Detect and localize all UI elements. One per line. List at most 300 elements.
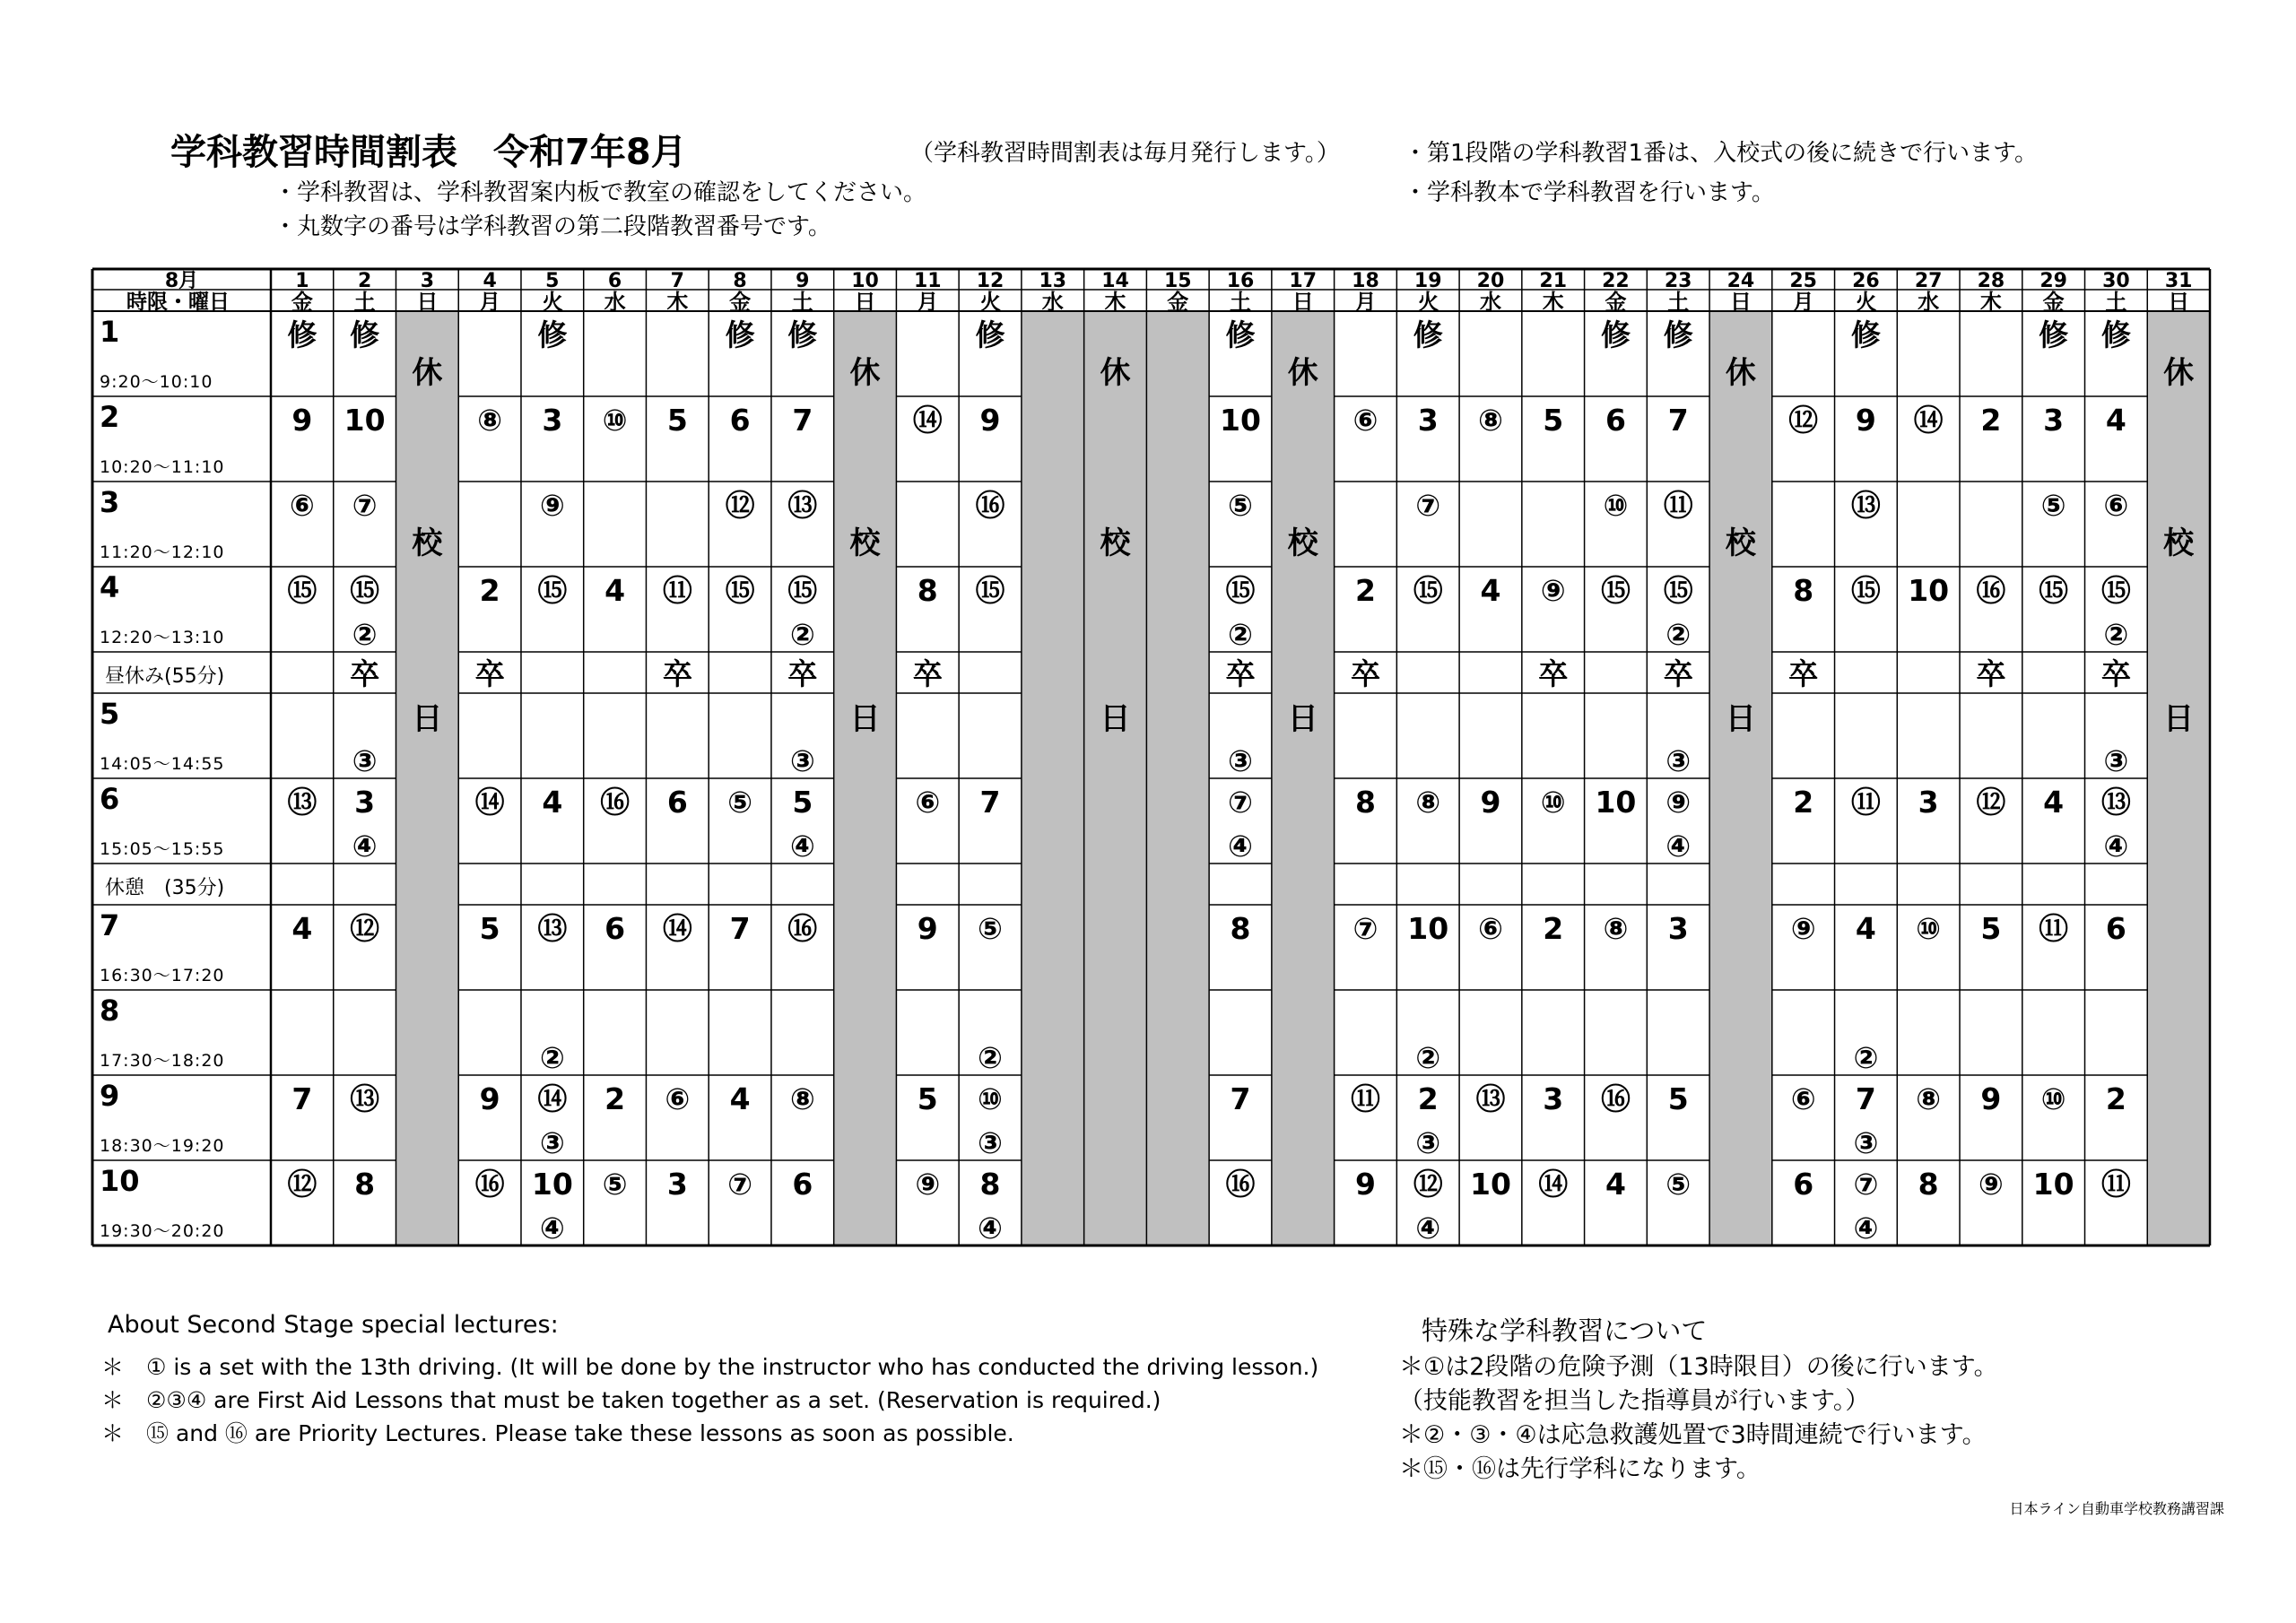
day-number: 14 (1101, 270, 1129, 292)
lesson-cell: 4 (604, 573, 626, 608)
break-label: 昼休み(55分) (105, 665, 225, 688)
weekday: 土 (1667, 290, 1690, 315)
day-number: 26 (1852, 270, 1880, 292)
lesson-cell: 3 (1543, 1081, 1564, 1116)
day-number: 2 (357, 270, 372, 292)
lesson-cell: 7 (1855, 1081, 1876, 1116)
graduation-cell: 卒 (350, 656, 380, 691)
lesson-cell: ⑩ (1603, 488, 1629, 523)
lesson-cell: 5 (1543, 403, 1564, 438)
lesson-cell: 9 (291, 403, 313, 438)
period-time: 18:30～19:20 (100, 1136, 225, 1156)
weekday: 月 (917, 290, 939, 315)
lesson-cell: 修 (1225, 317, 1256, 352)
lesson-cell: 3 (542, 403, 563, 438)
weekday: 土 (791, 290, 813, 315)
weekday: 月 (479, 290, 501, 315)
lesson-cell: ⑩ (978, 1081, 1004, 1116)
period-number: 5 (100, 697, 120, 731)
lesson-cell: 2 (604, 1081, 626, 1116)
lesson-cell: ⑫ (725, 488, 755, 523)
lesson-cell: 10 (344, 403, 386, 438)
lesson-cell: 10 (2032, 1167, 2074, 1202)
lesson-cell: ⑥ (665, 1081, 691, 1116)
lesson-cell: ⑫ (287, 1167, 317, 1202)
closed-label: 日 (1100, 701, 1131, 737)
lesson-cell: 10 (1407, 911, 1449, 946)
lesson-cell: 5 (666, 403, 688, 438)
period-number: 7 (100, 908, 120, 942)
lesson-cell: 8 (917, 573, 938, 608)
footer-jp-line-2: （技能教習を担当した指導員が行います。） (1399, 1387, 1870, 1415)
lesson-cell: ⑥ (1352, 403, 1378, 438)
page-title: 学科教習時間割表 令和7年8月 (170, 132, 687, 173)
lesson-cell: ⑯ (1976, 573, 2006, 608)
lesson-cell: 9 (479, 1081, 500, 1116)
weekday: 月 (1792, 290, 1814, 315)
period-time: 19:30～20:20 (100, 1221, 225, 1241)
lesson-cell: ⑭ (1913, 403, 1944, 438)
lesson-cell: ④ (1228, 829, 1253, 864)
closed-label: 校 (412, 525, 443, 561)
lesson-cell: 3 (1667, 911, 1689, 946)
lesson-cell: ⑯ (1600, 1081, 1631, 1116)
lesson-cell: 4 (1605, 1167, 1626, 1202)
lesson-cell: 6 (1793, 1167, 1814, 1202)
footer-jp-line-4: ＊⑮・⑯は先行学科になります。 (1399, 1455, 1761, 1483)
lesson-cell: ⑤ (727, 785, 753, 820)
lesson-cell: 修 (350, 317, 380, 352)
closed-column (396, 311, 458, 1245)
closed-label: 日 (1287, 701, 1318, 737)
closed-column (1709, 311, 1772, 1245)
lesson-cell: 2 (1543, 911, 1564, 946)
footer-jp-line-3: ＊②・③・④は応急救護処置で3時間連続で行います。 (1399, 1421, 1987, 1449)
lesson-cell: ⑮ (1225, 573, 1256, 608)
lesson-cell: ② (539, 1040, 565, 1075)
graduation-cell: 卒 (1538, 656, 1569, 691)
lesson-cell: ⑨ (915, 1167, 941, 1202)
lesson-cell: ⑦ (1853, 1167, 1879, 1202)
lesson-cell: ⑦ (352, 488, 378, 523)
closed-label: 休 (849, 355, 881, 391)
lesson-cell: 9 (1855, 403, 1876, 438)
day-number: 17 (1289, 270, 1318, 292)
lesson-cell: ⑮ (1850, 573, 1881, 608)
period-header: 時限・曜日 (126, 291, 230, 314)
lesson-cell: ⑩ (1916, 911, 1942, 946)
lesson-cell: ⑥ (915, 785, 941, 820)
lesson-cell: 4 (291, 911, 313, 946)
lesson-cell: 9 (1354, 1167, 1376, 1202)
day-number: 30 (2102, 270, 2130, 292)
lesson-cell: ⑥ (1477, 911, 1503, 946)
lesson-cell: ⑭ (662, 911, 692, 946)
lesson-cell: 4 (2043, 785, 2065, 820)
day-number: 9 (796, 270, 810, 292)
lesson-cell: ③ (1853, 1125, 1879, 1160)
lesson-cell: ③ (978, 1125, 1004, 1160)
lesson-cell: 5 (792, 785, 813, 820)
weekday: 木 (1979, 290, 2002, 315)
lesson-cell: ② (2103, 617, 2129, 652)
lesson-cell: ⑯ (1225, 1167, 1256, 1202)
lesson-cell: 8 (1354, 785, 1376, 820)
lesson-cell: ⑧ (1603, 911, 1629, 946)
lesson-cell: 9 (1980, 1081, 2002, 1116)
lesson-cell: ④ (789, 829, 815, 864)
day-number: 12 (976, 270, 1004, 292)
lesson-cell: 6 (729, 403, 751, 438)
lesson-cell: 修 (2100, 317, 2131, 352)
day-number: 20 (1476, 270, 1505, 292)
issued-note: （学科教習時間割表は毎月発行します。） (910, 140, 1340, 167)
lesson-cell: ⑮ (975, 573, 1005, 608)
closed-label: 校 (1287, 525, 1318, 561)
lesson-cell: 8 (1918, 1167, 1939, 1202)
lesson-cell: ⑧ (1916, 1081, 1942, 1116)
lesson-cell: ⑧ (477, 403, 503, 438)
lesson-cell: ⑪ (662, 573, 692, 608)
lesson-cell: ⑦ (727, 1167, 753, 1202)
period-number: 8 (100, 994, 120, 1028)
weekday: 水 (1918, 290, 1940, 315)
lesson-cell: ⑧ (789, 1081, 815, 1116)
note-circled-numbers: ・丸数字の番号は学科教習の第二段階教習番号です。 (274, 213, 831, 240)
lesson-cell: ⑬ (787, 488, 818, 523)
lesson-cell: ⑫ (1788, 403, 1819, 438)
day-number: 29 (2039, 270, 2067, 292)
lesson-cell: 4 (1480, 573, 1501, 608)
closed-label: 日 (412, 701, 443, 737)
day-number: 28 (1977, 270, 2005, 292)
lesson-cell: ③ (539, 1125, 565, 1160)
footer-en-line-1: ＊ ① is a set with the 13th driving. (It will be done by the instructor who has conducted the driving lesson.) (101, 1354, 1319, 1380)
lesson-cell: ④ (1853, 1211, 1879, 1245)
lesson-cell: 修 (1663, 317, 1693, 352)
lesson-cell: ⑫ (350, 911, 380, 946)
lesson-cell: 7 (792, 403, 813, 438)
lesson-cell: 2 (2105, 1081, 2126, 1116)
lesson-cell: ⑮ (787, 573, 818, 608)
closed-label: 校 (1725, 525, 1756, 561)
lesson-cell: 4 (729, 1081, 751, 1116)
note-classroom: ・学科教習は、学科教習案内板で教室の確認をしてください。 (274, 179, 927, 206)
lesson-cell: 修 (975, 317, 1005, 352)
day-number: 7 (670, 270, 684, 292)
closed-label: 校 (849, 525, 881, 561)
weekday: 土 (1230, 290, 1251, 315)
lesson-cell: 7 (1230, 1081, 1251, 1116)
day-number: 22 (1602, 270, 1630, 292)
lesson-cell: ⑨ (539, 488, 565, 523)
graduation-cell: 卒 (912, 656, 943, 691)
lesson-cell: 10 (1908, 573, 1950, 608)
day-number: 25 (1789, 270, 1817, 292)
lesson-cell: 4 (1855, 911, 1876, 946)
lesson-cell: ⑪ (2039, 911, 2069, 946)
lesson-cell: ⑬ (1475, 1081, 1506, 1116)
lesson-cell: ④ (352, 829, 378, 864)
lesson-cell: 10 (1469, 1167, 1511, 1202)
day-number: 13 (1039, 270, 1067, 292)
lesson-cell: ⑤ (978, 911, 1004, 946)
lesson-cell: 6 (666, 785, 688, 820)
weekday: 土 (2105, 290, 2127, 315)
lesson-cell: ⑦ (1352, 911, 1378, 946)
weekday: 水 (604, 290, 626, 315)
closed-label: 休 (1725, 355, 1756, 391)
lesson-cell: 2 (1793, 785, 1814, 820)
lesson-cell: ⑭ (912, 403, 943, 438)
closed-label: 校 (2163, 525, 2195, 561)
lesson-cell: ② (789, 617, 815, 652)
lesson-cell: ⑮ (2100, 573, 2131, 608)
weekday: 木 (666, 290, 689, 315)
footer-en-line-2: ＊ ②③④ are First Aid Lessons that must be taken together as a set. (Reservation is required.) (101, 1387, 1161, 1413)
lesson-cell: ⑩ (1540, 785, 1566, 820)
lesson-cell: ③ (2103, 743, 2129, 778)
weekday: 水 (1479, 290, 1501, 315)
period-time: 12:20～13:10 (100, 628, 225, 647)
day-number: 11 (913, 270, 942, 292)
lesson-cell: ⑮ (1663, 573, 1693, 608)
lesson-cell: ⑮ (725, 573, 755, 608)
day-number: 8 (733, 270, 747, 292)
lesson-cell: ⑮ (1600, 573, 1631, 608)
lesson-cell: ② (1853, 1040, 1879, 1075)
lesson-cell: ④ (1415, 1211, 1441, 1245)
lesson-cell: ② (352, 617, 378, 652)
graduation-cell: 卒 (1350, 656, 1380, 691)
weekday: 木 (1542, 290, 1564, 315)
weekday: 土 (353, 290, 376, 315)
lesson-cell: 6 (604, 911, 626, 946)
day-number: 16 (1226, 270, 1255, 292)
weekday: 金 (729, 290, 752, 315)
lesson-cell: 修 (537, 317, 568, 352)
day-number: 3 (420, 270, 435, 292)
weekday: 日 (1292, 290, 1314, 315)
lesson-cell: ⑮ (350, 573, 380, 608)
lesson-cell: ⑨ (1790, 911, 1816, 946)
period-number: 4 (100, 570, 120, 604)
lesson-cell: ⑬ (287, 785, 317, 820)
day-number: 23 (1664, 270, 1692, 292)
weekday: 金 (1605, 290, 1627, 315)
period-time: 16:30～17:20 (100, 966, 225, 985)
lesson-cell: 2 (1980, 403, 2002, 438)
lesson-cell: 7 (1667, 403, 1689, 438)
lesson-cell: 3 (2043, 403, 2065, 438)
lesson-cell: ② (1665, 617, 1692, 652)
graduation-cell: 卒 (1663, 656, 1693, 691)
lesson-cell: 修 (2039, 317, 2069, 352)
lesson-cell: ⑤ (1228, 488, 1253, 523)
lesson-cell: ⑭ (474, 785, 505, 820)
lesson-cell: ⑦ (1228, 785, 1253, 820)
footer-jp-title: 特殊な学科教習について (1422, 1315, 1708, 1346)
obon-closed-block (1022, 311, 1209, 1245)
lesson-cell: ⑯ (787, 911, 818, 946)
lesson-cell: ⑪ (1350, 1081, 1380, 1116)
lesson-cell: 9 (979, 403, 1001, 438)
day-number: 31 (2164, 270, 2193, 292)
lesson-cell: ⑩ (602, 403, 628, 438)
closed-label: 日 (849, 701, 881, 737)
lesson-cell: ⑬ (1850, 488, 1881, 523)
lesson-cell: 9 (1480, 785, 1501, 820)
lesson-cell: ④ (978, 1211, 1004, 1245)
lesson-cell: ⑫ (1976, 785, 2006, 820)
lesson-cell: ⑮ (287, 573, 317, 608)
lesson-cell: ⑥ (1790, 1081, 1816, 1116)
footer-jp-line-1: ＊①は2段階の危険予測（13時限目）の後に行います。 (1399, 1353, 1998, 1381)
lesson-cell: 修 (1600, 317, 1631, 352)
weekday: 火 (1855, 290, 1877, 315)
period-time: 9:20～10:10 (100, 372, 213, 392)
closed-label: 休 (1100, 355, 1131, 391)
lesson-cell: 3 (1417, 403, 1439, 438)
graduation-cell: 卒 (662, 656, 692, 691)
lesson-cell: ④ (1665, 829, 1692, 864)
break-label: 休憩 (35分) (105, 877, 225, 899)
lesson-cell: 7 (291, 1081, 313, 1116)
closed-column (1272, 311, 1335, 1245)
lesson-cell: 6 (1605, 403, 1626, 438)
lesson-cell: 3 (666, 1167, 688, 1202)
period-number: 1 (100, 315, 120, 349)
lesson-cell: ⑤ (1665, 1167, 1692, 1202)
closed-label: 日 (2163, 701, 2195, 737)
lesson-cell: ⑪ (2100, 1167, 2131, 1202)
lesson-cell: ⑫ (1413, 1167, 1443, 1202)
weekday: 火 (979, 290, 1002, 315)
weekday: 金 (1167, 290, 1189, 315)
lesson-cell: ⑤ (602, 1167, 628, 1202)
weekday: 水 (1041, 290, 1064, 315)
weekday: 日 (2168, 290, 2190, 315)
day-number: 21 (1539, 270, 1568, 292)
lesson-cell: 2 (1417, 1081, 1439, 1116)
lesson-cell: 10 (1595, 785, 1637, 820)
closed-label: 校 (1100, 525, 1131, 561)
department: 日本ライン自動車学校教務講習課 (2009, 1500, 2224, 1517)
lesson-cell: ⑬ (2100, 785, 2131, 820)
closed-label: 休 (412, 355, 443, 391)
lesson-cell: 9 (917, 911, 938, 946)
period-time: 14:05～14:55 (100, 754, 225, 774)
lesson-cell: ⑮ (537, 573, 568, 608)
lesson-cell: 修 (787, 317, 818, 352)
period-time: 15:05～15:55 (100, 839, 225, 859)
lesson-cell: ⑭ (537, 1081, 568, 1116)
weekday: 金 (291, 290, 313, 315)
lesson-cell: ⑦ (1415, 488, 1441, 523)
graduation-cell: 卒 (474, 656, 505, 691)
lesson-cell: ⑥ (289, 488, 315, 523)
lesson-cell: ② (978, 1040, 1004, 1075)
lesson-cell: ⑪ (1663, 488, 1693, 523)
day-number: 24 (1726, 270, 1755, 292)
closed-column (834, 311, 897, 1245)
day-number: 10 (851, 270, 879, 292)
period-number: 2 (100, 400, 120, 434)
weekday: 木 (1104, 290, 1126, 315)
closed-column (2147, 311, 2210, 1245)
lesson-cell: ③ (1228, 743, 1253, 778)
lesson-cell: ⑬ (350, 1081, 380, 1116)
lesson-cell: 5 (917, 1081, 938, 1116)
graduation-cell: 卒 (787, 656, 818, 691)
weekday: 金 (2042, 290, 2065, 315)
closed-label: 日 (1725, 701, 1756, 737)
weekday: 火 (541, 290, 563, 315)
lesson-cell: ⑬ (537, 911, 568, 946)
lesson-cell: ④ (2103, 829, 2129, 864)
lesson-cell: ⑮ (1413, 573, 1443, 608)
day-number: 5 (545, 270, 560, 292)
lesson-cell: 10 (1220, 403, 1261, 438)
graduation-cell: 卒 (1976, 656, 2006, 691)
lesson-cell: 5 (479, 911, 500, 946)
lesson-cell: 8 (979, 1167, 1001, 1202)
period-number: 6 (100, 782, 120, 816)
lesson-cell: ② (1228, 617, 1253, 652)
lesson-cell: 4 (2105, 403, 2126, 438)
lesson-cell: ② (1415, 1040, 1441, 1075)
lesson-cell: ③ (352, 743, 378, 778)
footer-en-title: About Second Stage special lectures: (108, 1311, 559, 1339)
lesson-cell: 7 (729, 911, 751, 946)
lesson-cell: ③ (789, 743, 815, 778)
lesson-cell: 修 (1413, 317, 1443, 352)
footer-en-line-3: ＊ ⑮ and ⑯ are Priority Lectures. Please take these lessons as soon as possible. (101, 1420, 1014, 1446)
closed-label: 休 (2163, 355, 2195, 391)
lesson-cell: 3 (1918, 785, 1939, 820)
graduation-cell: 卒 (2100, 656, 2131, 691)
lesson-cell: ⑪ (1850, 785, 1881, 820)
lesson-cell: ③ (1415, 1125, 1441, 1160)
lesson-cell: 4 (542, 785, 563, 820)
period-number: 9 (100, 1079, 120, 1113)
lesson-cell: 10 (531, 1167, 573, 1202)
lesson-cell: 3 (354, 785, 376, 820)
day-number: 1 (295, 270, 309, 292)
lesson-cell: ⑨ (1665, 785, 1692, 820)
lesson-cell: 修 (1850, 317, 1881, 352)
day-number: 27 (1914, 270, 1943, 292)
day-number: 6 (607, 270, 622, 292)
lesson-cell: 8 (1230, 911, 1251, 946)
day-number: 15 (1163, 270, 1192, 292)
lesson-cell: ⑯ (600, 785, 631, 820)
lesson-cell: ⑩ (2040, 1081, 2066, 1116)
lesson-cell: ⑥ (2103, 488, 2129, 523)
period-number: 3 (100, 485, 120, 519)
period-number: 10 (100, 1164, 140, 1198)
lesson-cell: 8 (354, 1167, 376, 1202)
graduation-cell: 卒 (1225, 656, 1256, 691)
day-number: 18 (1352, 270, 1379, 292)
weekday: 日 (1729, 290, 1752, 315)
period-time: 11:20～12:10 (100, 542, 225, 562)
note-textbook: ・学科教本で学科教習を行います。 (1404, 179, 1775, 206)
weekday: 月 (1354, 290, 1377, 315)
lesson-cell: ⑨ (1978, 1167, 2004, 1202)
lesson-cell: ⑧ (1415, 785, 1441, 820)
lesson-cell: 修 (725, 317, 755, 352)
